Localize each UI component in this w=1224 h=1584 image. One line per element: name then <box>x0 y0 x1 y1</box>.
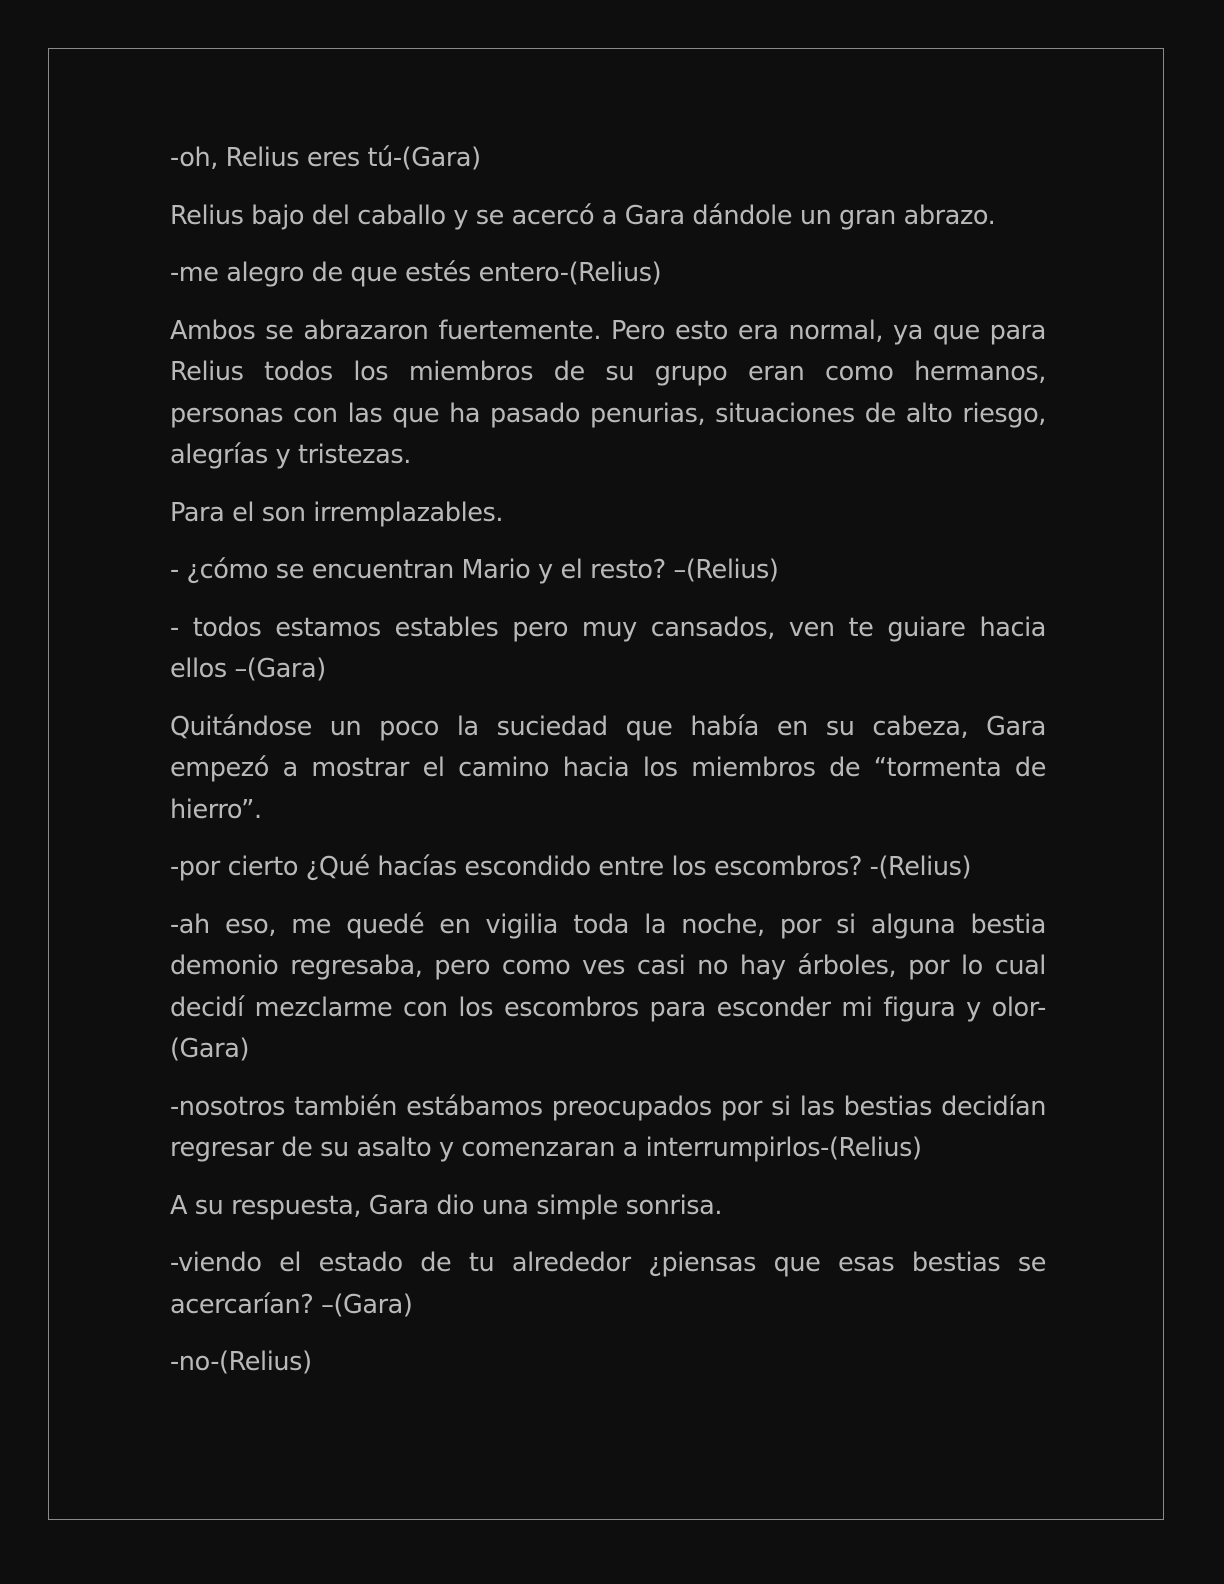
paragraph-3: -me alegro de que estés entero-(Relius) <box>170 258 662 288</box>
paragraph-13: -viendo el estado de tu alrededor ¿piensas que esas bestias se acercarían? –(Gara) <box>170 1248 1046 1320</box>
page-text <box>170 138 1046 1400</box>
paragraph-7: - todos estamos estables pero muy cansados, ven te guiare hacia ellos –(Gara) <box>170 612 1046 684</box>
paragraph-2: Relius bajo del caballo y se acercó a Gara dándole un gran abrazo. <box>170 200 996 231</box>
paragraph-1: -oh, Relius eres tú-(Gara) <box>170 143 481 173</box>
paragraph-4: Ambos se abrazaron fuertemente. Pero esto era normal, ya que para Relius todos los miembros de su grupo eran como hermanos, personas con las que ha pasado penurias, situaciones de alto riesgo, alegrías y tristezas. <box>170 315 1046 470</box>
paragraph-10: -ah eso, me quedé en vigilia toda la noche, por si alguna bestia demonio regresaba, pero como ves casi no hay árboles, por lo cual decidí mezclarme con los escombros para esconder mi figura y olor-(Gara) <box>170 909 1046 1064</box>
paragraph-5: Para el son irremplazables. <box>170 497 504 528</box>
paragraph-11: -nosotros también estábamos preocupados por si las bestias decidían regresar de su asalto y comenzaran a interrumpirlos-(Relius) <box>170 1091 1046 1163</box>
paragraph-14: -no-(Relius) <box>170 1347 312 1377</box>
paragraph-12: A su respuesta, Gara dio una simple sonrisa. <box>170 1190 723 1221</box>
paragraph-9: -por cierto ¿Qué hacías escondido entre los escombros? -(Relius) <box>170 852 972 882</box>
paragraph-6: - ¿cómo se encuentran Mario y el resto? –(Relius) <box>170 555 779 585</box>
paragraph-8: Quitándose un poco la suciedad que había en su cabeza, Gara empezó a mostrar el camino hacia los miembros de “tormenta de hierro”. <box>170 711 1046 825</box>
